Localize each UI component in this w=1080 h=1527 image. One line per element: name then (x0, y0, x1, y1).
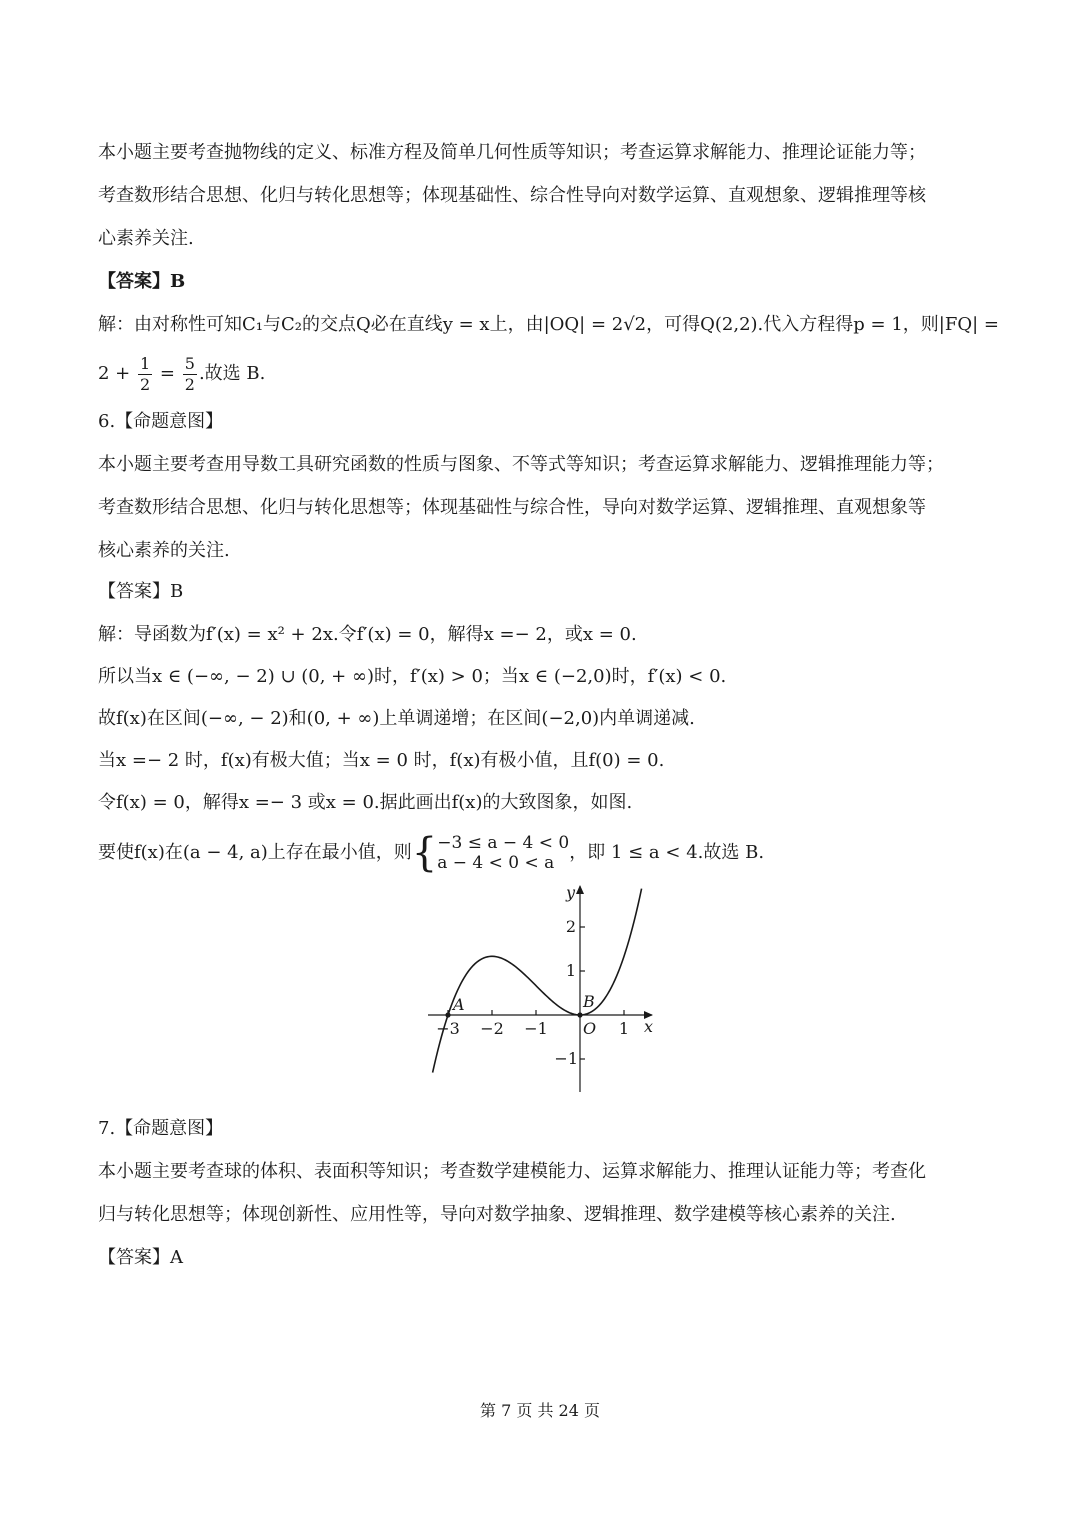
s7-heading: 7.【命题意图】 (98, 1118, 224, 1139)
x-tick-label-neg2: −2 (480, 1019, 504, 1038)
s5-answer: 【答案】B (98, 271, 186, 292)
s5-frac1-num: 1 (140, 353, 151, 373)
s5-intent-line-1: 本小题主要考查抛物线的定义、标准方程及简单几何性质等知识；考查运算求解能力、推理论证能力等； (98, 142, 926, 163)
x-tick-label-1: 1 (618, 1019, 630, 1038)
s7-answer: 【答案】A (98, 1247, 183, 1268)
x-tick-label-neg1: −1 (524, 1019, 548, 1038)
s5-solution-line-1: 解：由对称性可知C₁与C₂的交点Q必在直线y = x上，由|OQ| = 2√2，可得Q(2,2).代入方程得p = 1，则|FQ| = (98, 314, 999, 335)
s5-fraction-1 (138, 354, 152, 395)
origin-label: O (583, 1019, 597, 1038)
y-tick-label-2: 2 (565, 917, 576, 936)
s6-intent-line-1: 本小题主要考查用导数工具研究函数的性质与图象、不等式等知识；考查运算求解能力、逻辑推理能力等； (98, 454, 944, 475)
s6-intent-line-2: 考查数形结合思想、化归与转化思想等；体现基础性与综合性，导向对数学运算、逻辑推理、直观想象等 (98, 497, 926, 518)
s5-frac2-den: 2 (184, 374, 195, 394)
s7-intent-line-2: 归与转化思想等；体现创新性、应用性等，导向对数学抽象、逻辑推理、数学建模等核心素养的关注. (98, 1204, 896, 1225)
s6-intent-line-3: 核心素养的关注. (98, 540, 230, 561)
point-a-marker (445, 1012, 450, 1017)
s5-solution-line-2 (98, 352, 265, 396)
y-tick-label-1: 1 (565, 961, 576, 980)
point-b-marker (577, 1012, 582, 1017)
point-a-label: A (453, 995, 465, 1014)
s5-sol-post: .故选 B. (198, 363, 266, 384)
s5-sol-pre: 2 + (98, 363, 131, 384)
s7-intent-line-1: 本小题主要考查球的体积、表面积等知识；考查数学建模能力、运算求解能力、推理认证能力等；考查化 (98, 1161, 926, 1182)
s5-frac1-den: 2 (140, 374, 151, 394)
s6-solution-line-1: 解：导函数为f′(x) = x² + 2x.令f′(x) = 0，解得x =− 2，或x = 0. (98, 624, 637, 645)
function-graph (420, 880, 660, 1098)
point-b-label: B (583, 992, 595, 1011)
axis-ticks (448, 927, 624, 1059)
s6-solution-line-2: 所以当x ∈ (−∞, − 2) ∪ (0, + ∞)时，f′(x) > 0；当x ∈ (−2,0)时，f′(x) < 0. (98, 666, 727, 687)
s5-intent-line-3: 心素养关注. (98, 228, 194, 249)
s5-intent-line-2: 考查数形结合思想、化归与转化思想等；体现基础性、综合性导向对数学运算、直观想象、逻辑推理等核 (98, 185, 926, 206)
s5-fraction-2 (183, 354, 197, 395)
s6-solution-line-4: 当x =− 2 时，f(x)有极大值；当x = 0 时，f(x)有极小值，且f(0) = 0. (98, 750, 665, 771)
s5-frac2-num: 5 (184, 353, 195, 373)
s6-solution-line-5: 令f(x) = 0，解得x =− 3 或x = 0.据此画出f(x)的大致图象，如图. (98, 792, 633, 813)
function-curve (433, 889, 642, 1073)
s6-case-1: −3 ≤ a − 4 < 0 (437, 833, 570, 853)
s6-solution-line-3: 故f(x)在区间(−∞, − 2)和(0, + ∞)上单调递增；在区间(−2,0)内单调递减. (98, 708, 695, 729)
s6-case-2: a − 4 < 0 < a (437, 853, 555, 873)
x-axis-label: x (644, 1017, 654, 1036)
s5-sol-eq: = (159, 363, 176, 384)
x-tick-label-neg3: −3 (436, 1019, 460, 1038)
s6-sol6-post: ，即 1 ≤ a < 4.故选 B. (569, 842, 765, 863)
y-tick-label-neg1: −1 (554, 1049, 578, 1068)
s6-heading: 6.【命题意图】 (98, 411, 224, 432)
brace-symbol: { (411, 830, 438, 876)
page-footer: 第 7 页 共 24 页 (480, 1401, 600, 1420)
s6-case-system (412, 831, 569, 875)
s6-answer: 【答案】B (98, 581, 184, 602)
s6-solution-line-6 (98, 831, 764, 875)
s6-sol6-pre: 要使f(x)在(a − 4, a)上存在最小值，则 (98, 842, 412, 863)
y-axis-label: y (566, 883, 576, 902)
